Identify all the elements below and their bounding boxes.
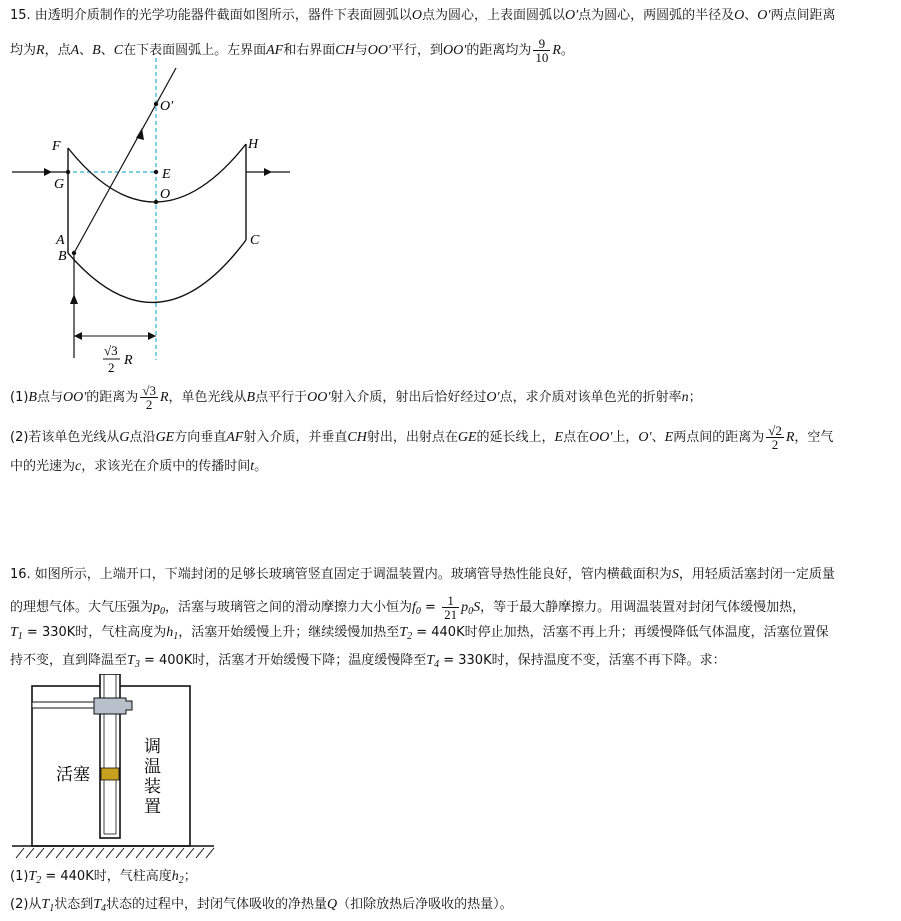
q16-line-1: 16. 如图所示，上端开口，下端封闭的足够长玻璃管竖直固定于调温装置内。玻璃管导热性能良好，管内横截面积为S，用轻质活塞封闭一定质量 — [10, 567, 835, 582]
label-device-4: 置 — [144, 797, 161, 816]
fraction-sqrt2-2: $\frac{√2}{2}$ — [768, 423, 782, 452]
label-E: E — [162, 167, 171, 182]
q16-apparatus-figure — [10, 674, 216, 864]
label-Op: O′ — [160, 99, 174, 114]
label-H: H — [248, 137, 259, 152]
q16-line-3: $T_1 = 330K$时，气柱高度为$h_1$，活塞开始缓慢上升；继续缓慢加热至$T_2 = 440K$时停止加热，活塞不再上升；再缓慢降低气体温度，活塞位置保 — [10, 625, 829, 642]
label-C: C — [250, 233, 260, 248]
q15-line-2: 均为R，点A、B、C在下表面圆弧上。左界面AF和右界面CH与OO′平行，到OO′的距离均为 $\frac{9}{10}$ R。 — [10, 36, 574, 65]
label-device-2: 温 — [144, 757, 161, 776]
q15-part-2-line-2: 中的光速为c，求该光在介质中的传播时间t。 — [10, 459, 268, 474]
fraction-1-21: $\frac{1}{21}$ — [444, 593, 458, 622]
label-device-1: 调 — [144, 737, 161, 756]
label-O: O — [160, 187, 171, 202]
q16-part-2: (2)从$T_1$状态到$T_4$状态的过程中，封闭气体吸收的净热量Q（扣除放热后净吸收的热量）。 — [10, 897, 513, 914]
label-A: A — [56, 233, 65, 248]
q15-line-1: 15. 由透明介质制作的光学功能器件截面如图所示，器件下表面圆弧以O点为圆心，上表面圆弧以O′点为圆心，两圆弧的半径及O、O′两点间距离 — [10, 8, 836, 23]
label-B: B — [58, 249, 67, 264]
label-G: G — [54, 177, 65, 192]
dim-sqrt3: √3 — [104, 343, 118, 358]
q16-part-1: $(1)T_2 = 440K$时，气柱高度$h_2$； — [10, 869, 197, 886]
q15-optics-figure — [8, 58, 308, 378]
q15-part-2-line-1: (2)若该单色光线从G点沿GE方向垂直AF射入介质，并垂直CH射出，出射点在GE的延长线上，E点在OO′上，O′、E两点间的距离为 $\frac{√2}{2}$ R，空气 — [10, 423, 834, 452]
q16-line-4: 持不变，直到降温至$T_3 = 400K$时，活塞才开始缓慢下降；温度缓慢降至$T_4 = 330K$时，保持温度不变，活塞不再下降。求： — [10, 653, 726, 670]
fraction-9-10: $\frac{9}{10}$ — [535, 36, 549, 65]
dim-two: 2 — [108, 360, 115, 375]
fraction-sqrt3-2: $\frac{√3}{2}$ — [142, 383, 156, 412]
label-device-3: 装 — [144, 777, 161, 796]
label-F: F — [52, 139, 61, 154]
q16-line-2: 的理想气体。大气压强为$p_0$，活塞与玻璃管之间的滑动摩擦力大小恒为$f_0$ = $\frac{1}{21}$ $p_0S$，等于最大静摩擦力。用调温装置对封闭气体缓慢加热， — [10, 593, 806, 622]
label-piston: 活塞 — [56, 765, 90, 784]
q15-part-1: (1)B点与OO′的距离为 $\frac{√3}{2}$ R，单色光线从B点平行于OO′射入介质，射出后恰好经过O′点，求介质对该单色光的折射率n； — [10, 383, 702, 412]
dim-R: R — [124, 353, 133, 368]
